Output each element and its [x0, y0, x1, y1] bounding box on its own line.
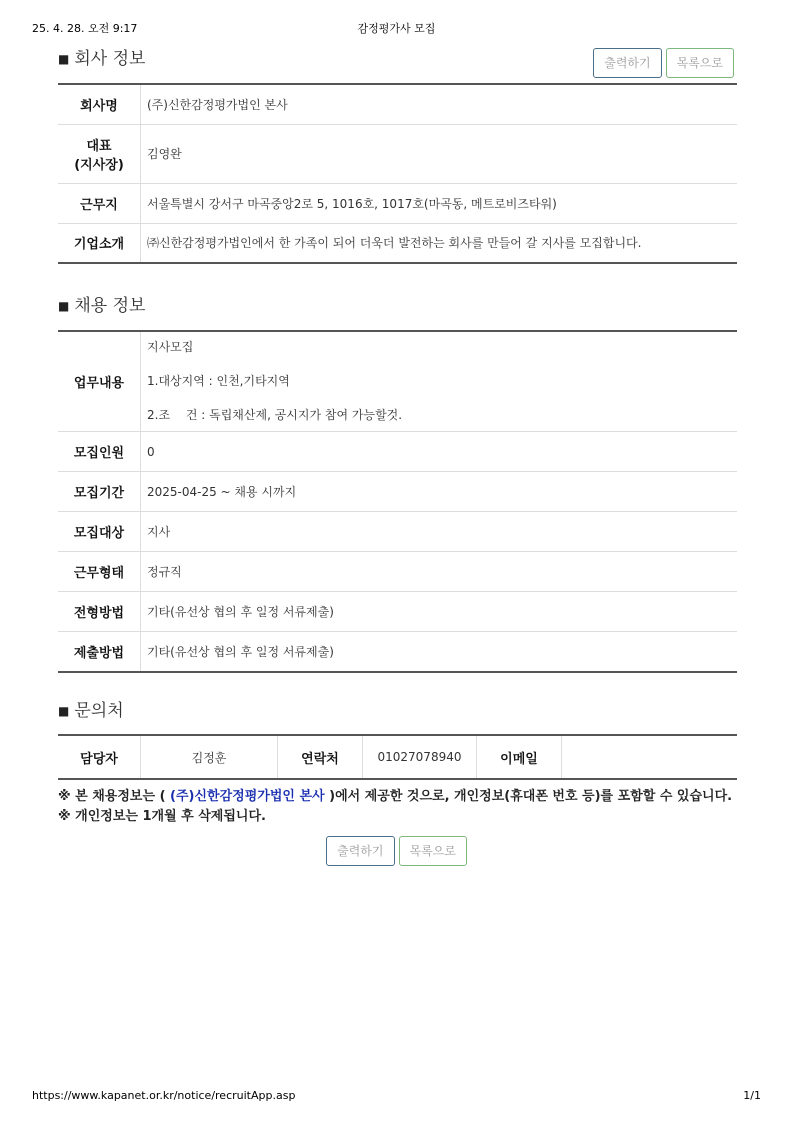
notice-line-1 [58, 787, 737, 807]
notice-prefix: ※ 본 채용정보는 ( [58, 789, 166, 804]
table-row [58, 124, 737, 183]
bottom-button-group [0, 836, 793, 866]
top-button-group [593, 48, 734, 78]
representative-label-line2: (지사장) [74, 157, 124, 173]
recruit-section-title [58, 293, 737, 319]
print-title: 감정평가사 모집 [357, 22, 436, 35]
representative-label-line1: 대표 [86, 138, 112, 154]
print-footer [32, 1089, 761, 1105]
workplace-label: 근무지 [58, 183, 141, 223]
page-url: https://www.kapanet.or.kr/notice/recruitApp.asp [32, 1089, 296, 1102]
table-row [58, 472, 737, 512]
contact-title-text: 문의처 [74, 701, 124, 721]
intro-label: 기업소개 [58, 223, 141, 263]
table-row [58, 735, 737, 779]
email-value [562, 735, 738, 779]
notice-line-2: ※ 개인정보는 1개월 후 삭제됩니다. [58, 809, 266, 824]
contact-section [58, 698, 737, 724]
manager-label: 담당자 [58, 735, 141, 779]
table-row [58, 512, 737, 552]
workplace-value: 서울특별시 강서구 마곡중앙2로 5, 1016호, 1017호(마곡동, 메트로비즈타워) [141, 183, 738, 223]
contact-table [58, 734, 737, 780]
table-row [58, 84, 737, 124]
period-label: 모집기간 [58, 472, 141, 512]
headcount-value: 0 [141, 432, 738, 472]
employment-type-label: 근무형태 [58, 552, 141, 592]
phone-value: 01027078940 [363, 735, 477, 779]
selection-method-label: 전형방법 [58, 592, 141, 632]
square-bullet-icon: ■ [58, 52, 70, 66]
target-value: 지사 [141, 512, 738, 552]
square-bullet-icon: ■ [58, 704, 70, 718]
privacy-notice [58, 787, 737, 827]
selection-method-value: 기타(유선상 협의 후 일정 서류제출) [141, 592, 738, 632]
table-row [58, 183, 737, 223]
contact-section-title [58, 698, 737, 724]
intro-value: ㈜신한감정평가법인에서 한 가족이 되어 더욱더 발전하는 회사를 만들어 갈 지사를 모집합니다. [147, 236, 642, 251]
list-button[interactable]: 목록으로 [666, 48, 734, 78]
phone-label: 연락처 [278, 735, 363, 779]
notice-company: (주)신한감정평가법인 본사 [170, 789, 325, 804]
notice-suffix: )에서 제공한 것으로, 개인정보(휴대폰 번호 등)를 포함할 수 있습니다. [329, 789, 733, 804]
contact-table-wrap [58, 734, 737, 780]
recruit-section [58, 293, 737, 319]
recruit-title-text: 채용 정보 [74, 296, 146, 316]
manager-value: 김정훈 [141, 735, 278, 779]
table-row [58, 432, 737, 472]
duty-line: 지사모집 [147, 340, 194, 354]
table-row [58, 632, 737, 672]
representative-value: 김영완 [141, 124, 738, 183]
company-name-value: (주)신한감정평가법인 본사 [141, 84, 738, 124]
company-table-wrap [58, 83, 737, 264]
period-value: 2025-04-25 ~ 채용 시까지 [141, 472, 738, 512]
submission-method-label: 제출방법 [58, 632, 141, 672]
print-button[interactable]: 출력하기 [593, 48, 661, 78]
print-header [32, 20, 761, 36]
print-date: 25. 4. 28. 오전 9:17 [32, 22, 138, 35]
representative-label [58, 124, 141, 183]
employment-type-value: 정규직 [141, 552, 738, 592]
company-title-text: 회사 정보 [74, 49, 146, 69]
list-button-bottom[interactable]: 목록으로 [399, 836, 467, 866]
duty-line: 1.대상지역 : 인천,기타지역 [147, 374, 290, 388]
square-bullet-icon: ■ [58, 299, 70, 313]
company-info-table [58, 83, 737, 264]
table-row [58, 331, 737, 432]
target-label: 모집대상 [58, 512, 141, 552]
duty-value [141, 331, 738, 432]
headcount-label: 모집인원 [58, 432, 141, 472]
table-row [58, 223, 737, 263]
print-button-bottom[interactable]: 출력하기 [326, 836, 394, 866]
submission-method-value: 기타(유선상 협의 후 일정 서류제출) [147, 644, 334, 659]
duty-label: 업무내용 [58, 331, 141, 432]
company-name-label: 회사명 [58, 84, 141, 124]
email-label: 이메일 [477, 735, 562, 779]
table-row [58, 552, 737, 592]
duty-line: 2.조 건 : 독립채산제, 공시지가 참여 가능할것. [147, 408, 403, 422]
table-row [58, 592, 737, 632]
recruit-info-table [58, 330, 737, 673]
recruit-table-wrap [58, 330, 737, 673]
page-number: 1/1 [743, 1089, 761, 1102]
